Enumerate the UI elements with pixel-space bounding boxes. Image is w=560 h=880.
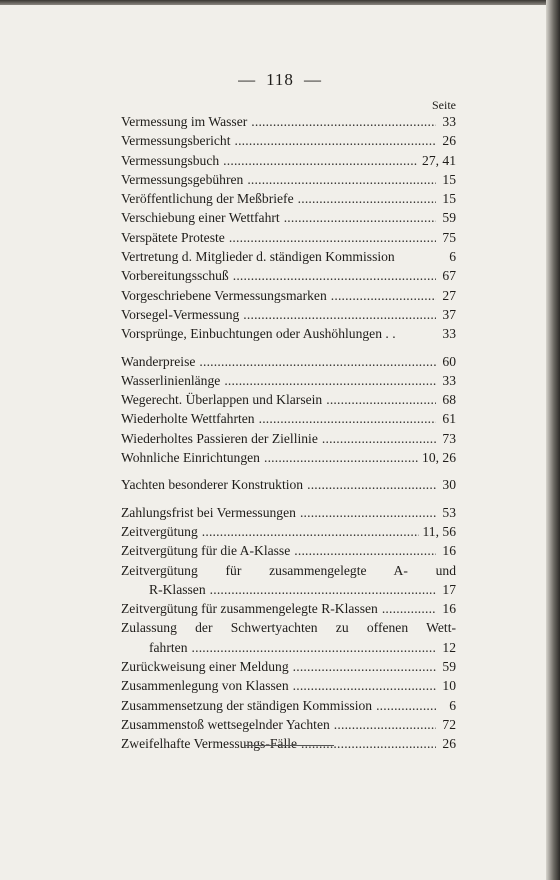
index-page-ref: 16 xyxy=(442,601,456,617)
index-page-ref: 10 xyxy=(442,678,456,694)
index-term: Zeitvergütung für zusammengelegte A- und xyxy=(121,562,456,578)
index-page-ref: 6 xyxy=(449,697,456,713)
index-page-ref: 10, 26 xyxy=(422,450,456,466)
dot-leader xyxy=(210,580,436,599)
dot-leader xyxy=(234,131,436,150)
index-page-ref: 61 xyxy=(442,411,456,427)
dot-leader xyxy=(224,371,436,390)
dot-leader xyxy=(229,228,436,247)
index-term: Wiederholte Wettfahrten xyxy=(121,411,255,427)
index-term: Wanderpreise xyxy=(121,353,196,369)
closing-rule xyxy=(244,745,334,746)
index-term: Wiederholtes Passieren der Ziellinie xyxy=(121,430,318,446)
index-entry xyxy=(121,522,456,541)
index-term: Wohnliche Einrichtungen xyxy=(121,450,260,466)
page-top-edge xyxy=(0,0,560,5)
index-term: R-Klassen xyxy=(149,581,206,597)
dot-leader xyxy=(293,657,436,676)
index-entry xyxy=(121,266,456,285)
index-page-ref: 27, 41 xyxy=(422,152,456,168)
dot-leader xyxy=(251,112,436,131)
index-term: Zahlungsfrist bei Vermessungen xyxy=(121,504,296,520)
dot-leader xyxy=(298,189,436,208)
index-page-ref: 17 xyxy=(442,581,456,597)
dot-leader xyxy=(331,286,436,305)
index-term: Zusammenstoß wettsegelnder Yachten xyxy=(121,716,330,732)
index-entry xyxy=(121,715,456,734)
index-page-ref: 15 xyxy=(442,171,456,187)
index-term: Zusammensetzung der ständigen Kommission xyxy=(121,697,373,713)
index-page-ref: 72 xyxy=(442,716,456,732)
dot-leader xyxy=(247,170,436,189)
index-term: Zeitvergütung für zusammengelegte R-Klassen xyxy=(121,601,378,617)
index-page-ref: 11, 56 xyxy=(422,523,456,539)
index-entry xyxy=(121,448,456,467)
page-binding-shadow xyxy=(546,0,560,880)
dot-leader xyxy=(294,541,436,560)
index-term: Zeitvergütung xyxy=(121,523,198,539)
dot-leader xyxy=(326,390,436,409)
dot-leader xyxy=(301,734,436,753)
index-page-ref: 37 xyxy=(442,306,456,322)
index-term: Wasserlinienlänge xyxy=(121,372,221,388)
dot-leader xyxy=(307,475,436,494)
column-header-seite: Seite xyxy=(432,98,456,112)
index-group xyxy=(121,352,456,468)
index-page-ref: 6 xyxy=(449,249,456,265)
index-page-ref: 33 xyxy=(442,372,456,388)
index-group xyxy=(121,112,456,344)
page-number-value: 118 xyxy=(266,70,294,89)
index-page-ref: 59 xyxy=(442,210,456,226)
index-entry xyxy=(121,305,456,324)
group-gap xyxy=(121,467,456,475)
index-page-ref: 59 xyxy=(442,659,456,675)
index-page-ref: 33 xyxy=(442,326,456,342)
index-page-ref: 26 xyxy=(442,736,456,752)
index-page-ref: 68 xyxy=(442,392,456,408)
index-page-ref: 12 xyxy=(442,639,456,655)
dot-leader xyxy=(322,429,436,448)
index-term: Verspätete Proteste xyxy=(121,229,225,245)
dot-leader xyxy=(293,676,436,695)
index-term: Vermessung im Wasser xyxy=(121,114,248,129)
index-entry xyxy=(121,247,456,266)
index-entry xyxy=(121,580,456,599)
index-term: Yachten besonderer Konstruktion xyxy=(121,477,304,493)
index-term: Vermessungsgebühren xyxy=(121,171,244,187)
index-term: Vertretung d. Mitglieder d. ständigen Kommission xyxy=(121,249,395,265)
index-page-ref: 15 xyxy=(442,191,456,207)
index-page-ref: 67 xyxy=(442,268,456,284)
index-entry xyxy=(121,352,456,371)
index-term: Vermessungsbuch xyxy=(121,152,220,168)
index-term: Vorsprünge, Einbuchtungen oder Aushöhlungen . . xyxy=(121,326,396,342)
index-term: Vorsegel-Vermessung xyxy=(121,306,240,322)
index-list xyxy=(121,112,456,754)
dot-leader xyxy=(284,208,436,227)
index-term: Vorgeschriebene Vermessungsmarken xyxy=(121,287,327,303)
index-term: Wegerecht. Überlappen und Klarsein xyxy=(121,392,323,408)
index-page-ref: 73 xyxy=(442,430,456,446)
group-gap xyxy=(121,495,456,503)
index-page-ref: 75 xyxy=(442,229,456,245)
index-term: Verschiebung einer Wettfahrt xyxy=(121,210,280,226)
index-page-ref: 53 xyxy=(442,504,456,520)
index-page-ref: 27 xyxy=(442,287,456,303)
index-page-ref: 60 xyxy=(442,353,456,369)
index-page-ref: 16 xyxy=(442,543,456,559)
index-term: Zurückweisung einer Meldung xyxy=(121,659,289,675)
dot-leader xyxy=(259,409,436,428)
index-entry xyxy=(121,170,456,189)
index-entry xyxy=(121,618,456,637)
index-entry xyxy=(121,409,456,428)
index-term: Zulassung der Schwertyachten zu offenen Wett- xyxy=(121,620,456,636)
index-entry xyxy=(121,503,456,522)
index-entry xyxy=(121,390,456,409)
index-entry xyxy=(121,371,456,390)
index-entry xyxy=(121,131,456,150)
index-entry xyxy=(121,228,456,247)
dot-leader xyxy=(233,266,436,285)
index-term: Vermessungsbericht xyxy=(121,133,231,149)
dot-leader xyxy=(199,352,436,371)
index-entry xyxy=(121,734,456,753)
dot-leader xyxy=(300,503,436,522)
index-entry xyxy=(121,676,456,695)
index-entry xyxy=(121,151,456,170)
index-entry xyxy=(121,286,456,305)
index-term: fahrten xyxy=(149,639,188,655)
index-entry xyxy=(121,475,456,494)
index-term: Zweifelhafte Vermessungs-Fälle xyxy=(121,736,298,752)
dot-leader xyxy=(264,448,418,467)
index-entry xyxy=(121,429,456,448)
dot-leader xyxy=(334,715,436,734)
index-entry xyxy=(121,638,456,657)
index-entry xyxy=(121,324,456,343)
index-term: Veröffentlichung der Meßbriefe xyxy=(121,191,294,207)
dot-leader xyxy=(243,305,436,324)
dot-leader xyxy=(382,599,436,618)
index-term: Zusammenlegung von Klassen xyxy=(121,678,289,694)
dot-leader xyxy=(192,638,437,657)
index-page-ref: 26 xyxy=(442,133,456,149)
index-group xyxy=(121,475,456,494)
index-entry xyxy=(121,657,456,676)
index-term: Vorbereitungsschuß xyxy=(121,268,229,284)
index-page-ref: 33 xyxy=(442,114,456,129)
dot-leader xyxy=(223,151,418,170)
page-number: — 118 — xyxy=(238,70,322,89)
index-entry xyxy=(121,561,456,580)
index-entry xyxy=(121,189,456,208)
dot-leader xyxy=(202,522,419,541)
index-entry xyxy=(121,696,456,715)
index-term: Zeitvergütung für die A-Klasse xyxy=(121,543,291,559)
index-entry xyxy=(121,599,456,618)
index-entry xyxy=(121,541,456,560)
group-gap xyxy=(121,344,456,352)
index-entry xyxy=(121,112,456,131)
dot-leader xyxy=(376,696,436,715)
index-page-ref: 30 xyxy=(442,477,456,493)
index-entry xyxy=(121,208,456,227)
index-group xyxy=(121,503,456,754)
